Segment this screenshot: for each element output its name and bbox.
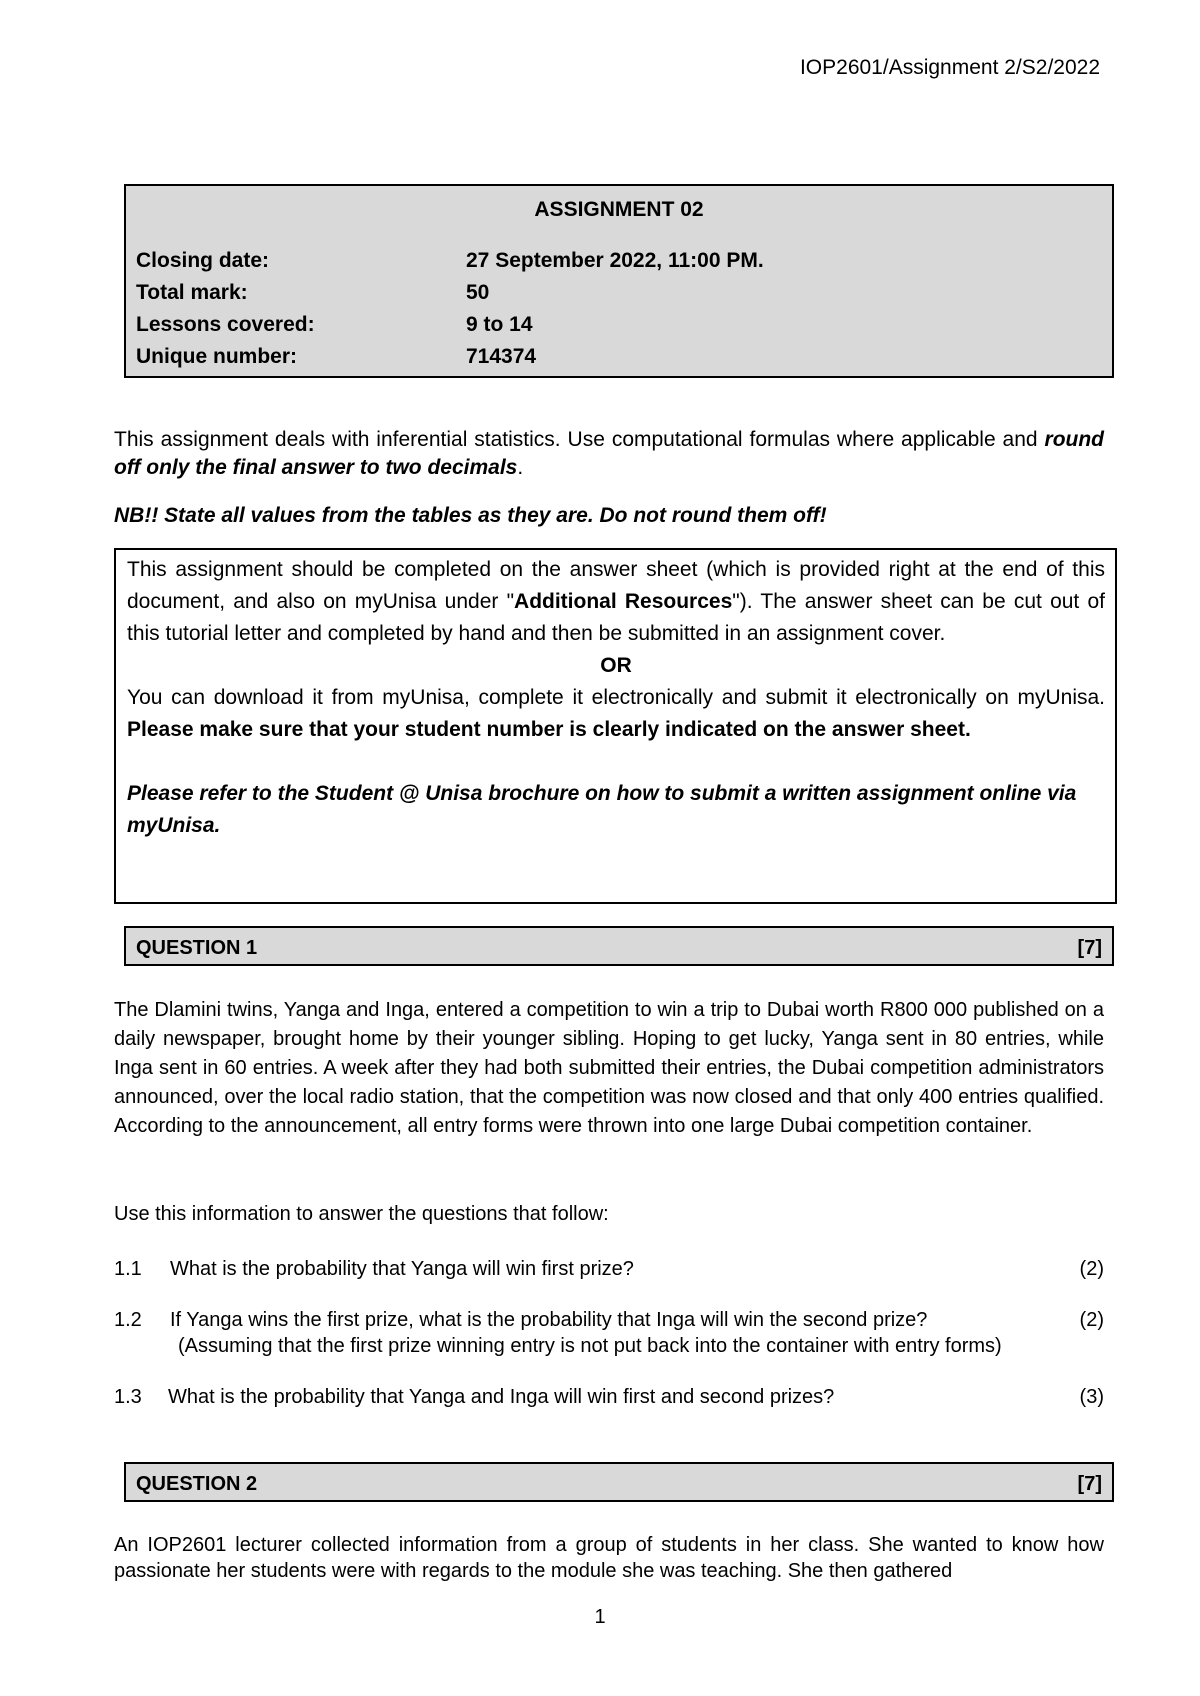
item-number: 1.1 [114, 1258, 142, 1280]
use-info-line: Use this information to answer the questions that follow: [114, 1203, 609, 1225]
question-marks: [7] [1077, 937, 1102, 959]
question-marks: [7] [1077, 1473, 1102, 1495]
question-2-body: An IOP2601 lecturer collected information from a group of students in her class. She wanted to know how passionate her students were with regards to the module she was teaching. She then gathered [114, 1534, 1104, 1582]
item-marks: (3) [1079, 1386, 1104, 1408]
answer-sheet-paragraph [127, 554, 1105, 650]
nb-note: NB!! State all values from the tables as they are. Do not round them off! [114, 504, 827, 527]
document-code: IOP2601/Assignment 2/S2/2022 [799, 56, 1100, 79]
additional-resources-label: Additional Resources [514, 590, 733, 613]
intro-paragraph [114, 426, 1104, 482]
item-marks: (2) [1079, 1309, 1104, 1331]
intro-emphasis: round off only the final answer to two decimals [114, 428, 1104, 479]
question-item-1-1 [114, 1256, 1104, 1282]
question-1-header [124, 926, 1114, 966]
assignment-info-box [124, 184, 1114, 378]
info-value: 50 [466, 281, 490, 304]
info-label: Unique number: [136, 345, 297, 368]
answer-sheet-instructions-box [114, 548, 1117, 904]
item-text: What is the probability that Yanga and Inga will win first and second prizes? [168, 1386, 835, 1408]
answer-sheet-text-cont: "). The answer sheet can be cut out of this tutorial letter and completed by hand and then be submitted in an assignment cover. [127, 590, 1105, 645]
student-number-note: Please make sure that your student number is clearly indicated on the answer sheet. [127, 718, 971, 741]
download-text: You can download it from myUnisa, complete it electronically and submit it electronically on myUnisa. [127, 686, 1105, 709]
download-paragraph [127, 682, 1105, 746]
info-label: Lessons covered: [136, 313, 315, 336]
page-number: 1 [594, 1606, 606, 1628]
or-divider: OR [600, 654, 632, 677]
question-label: QUESTION 2 [136, 1473, 258, 1495]
item-marks: (2) [1079, 1258, 1104, 1280]
intro-text: This assignment deals with inferential statistics. Use computational formulas where applicable and [114, 428, 1045, 451]
answer-sheet-text: This assignment should be completed on the answer sheet (which is provided right at the end of this document, and also on myUnisa under " [127, 558, 1105, 613]
intro-end: . [517, 456, 524, 479]
item-text: If Yanga wins the first prize, what is the probability that Inga will win the second prize? [170, 1309, 928, 1331]
item-number: 1.2 [114, 1309, 142, 1331]
info-value: 27 September 2022, 11:00 PM. [466, 249, 764, 272]
question-1-body: The Dlamini twins, Yanga and Inga, entered a competition to win a trip to Dubai worth R800 000 published on a daily newspaper, brought home by their younger sibling. Hoping to get lucky, Yanga sent in 80 entries, while Inga sent in 60 entries. A week after they had both submitted their entries, the Dubai competition administrators announced, over the local radio station, that the competition was now closed and that only 400 entries qualified. According to the announcement, all entry forms were thrown into one large Dubai competition container. [114, 999, 1104, 1137]
question-label: QUESTION 1 [136, 937, 258, 959]
info-value: 714374 [466, 345, 537, 368]
info-label: Closing date: [136, 249, 270, 272]
info-value: 9 to 14 [466, 313, 533, 336]
brochure-note: Please refer to the Student @ Unisa brochure on how to submit a written assignment online via myUnisa. [127, 782, 1077, 837]
item-number: 1.3 [114, 1386, 142, 1408]
question-2-header [124, 1462, 1114, 1502]
info-label: Total mark: [136, 281, 248, 304]
question-item-1-2 [114, 1307, 1104, 1363]
question-item-1-3 [114, 1384, 1104, 1410]
item-text: What is the probability that Yanga will win first prize? [170, 1258, 634, 1280]
assignment-title: ASSIGNMENT 02 [534, 198, 704, 221]
item-note: (Assuming that the first prize winning entry is not put back into the container with entry forms) [178, 1335, 1002, 1357]
